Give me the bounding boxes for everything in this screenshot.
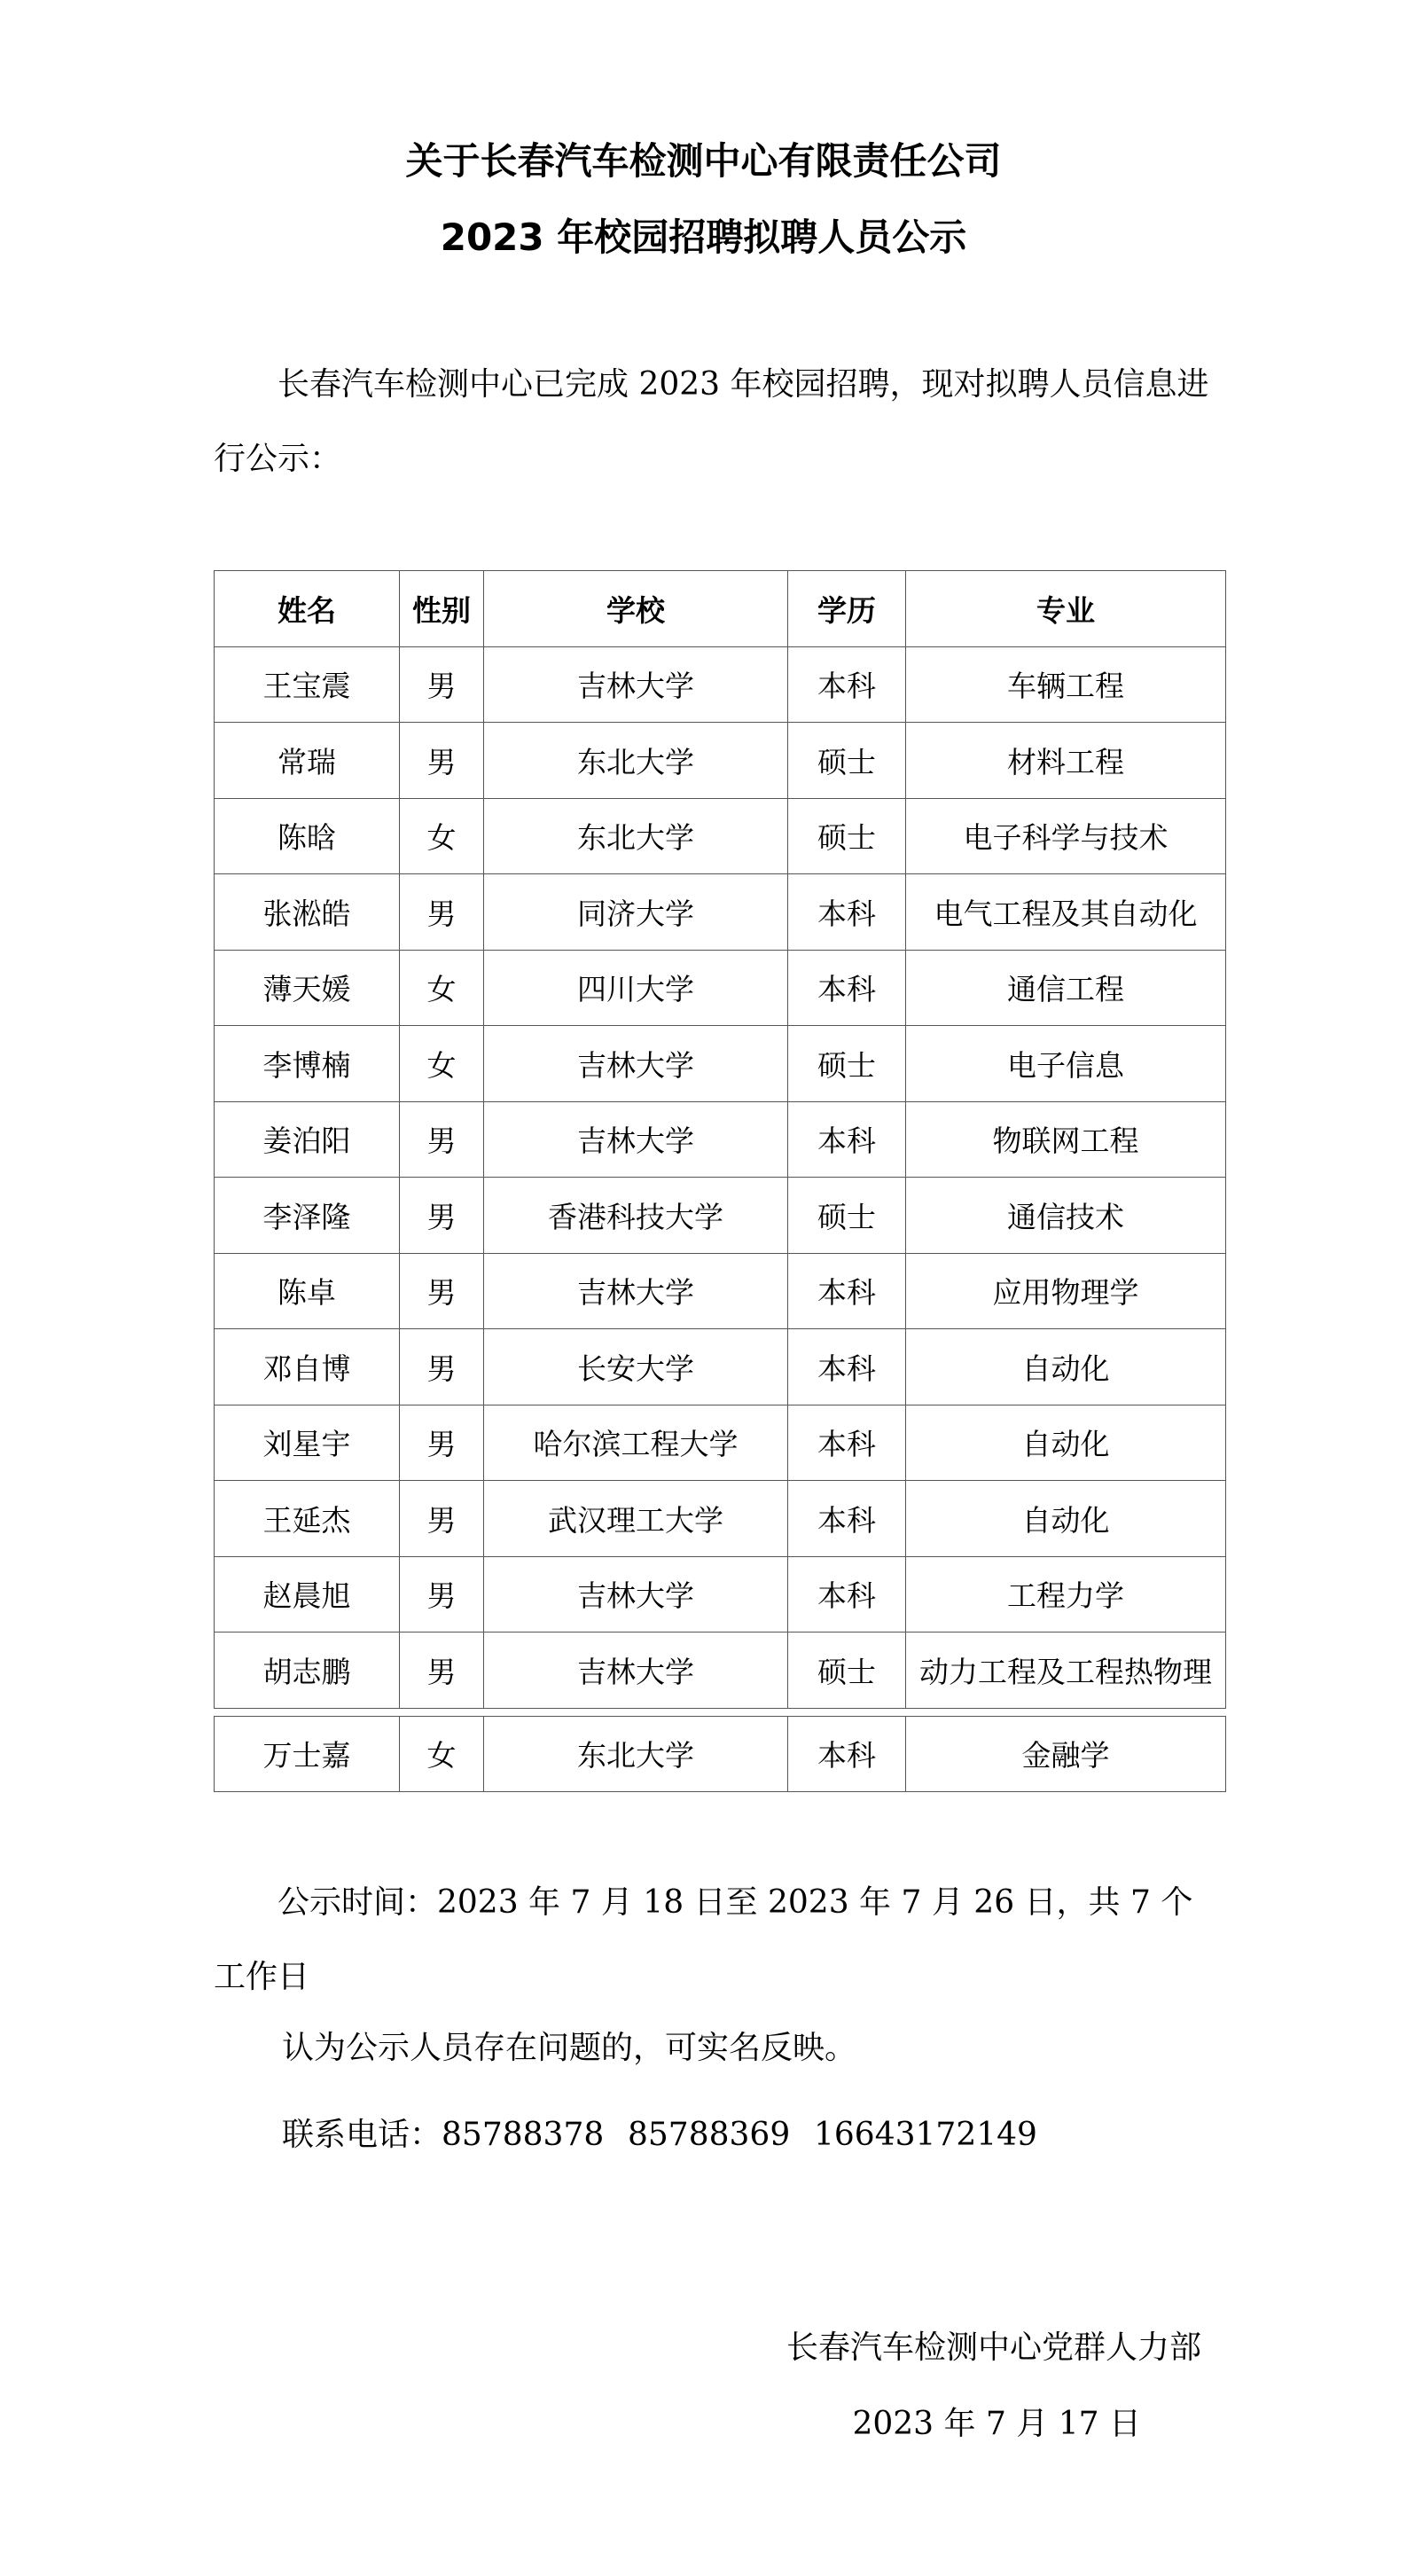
title-line-1: 关于长春汽车检测中心有限责任公司: [405, 139, 1002, 183]
table-row: [215, 798, 1226, 874]
cell-major: 自动化: [906, 1481, 1226, 1557]
cell-major: 工程力学: [906, 1556, 1226, 1633]
cell-degree: 硕士: [788, 798, 906, 874]
cell-degree: 本科: [788, 1716, 906, 1792]
header-degree: 学历: [788, 571, 906, 647]
cell-school: 吉林大学: [484, 1026, 788, 1102]
cell-school: 哈尔滨工程大学: [484, 1405, 788, 1481]
cell-school: 吉林大学: [484, 1253, 788, 1329]
cell-name: 薄天媛: [215, 950, 400, 1026]
cell-major: 金融学: [906, 1716, 1226, 1792]
cell-name: 万士嘉: [215, 1716, 400, 1792]
cell-name: 李泽隆: [215, 1178, 400, 1254]
cell-gender: 男: [400, 723, 484, 799]
header-school: 学校: [484, 571, 788, 647]
cell-major: 物联网工程: [906, 1101, 1226, 1178]
cell-major: 通信技术: [906, 1178, 1226, 1254]
cell-name: 陈卓: [215, 1253, 400, 1329]
cell-school: 吉林大学: [484, 1101, 788, 1178]
cell-name: 胡志鹏: [215, 1633, 400, 1709]
cell-gender: 女: [400, 1716, 484, 1792]
cell-name: 张淞皓: [215, 874, 400, 951]
contact-phone-2: 85788369: [628, 2117, 791, 2153]
cell-degree: 本科: [788, 1253, 906, 1329]
cell-gender: 男: [400, 646, 484, 723]
signature-org: 长春汽车检测中心党群人力部: [786, 2329, 1201, 2366]
table-row: [215, 1329, 1226, 1405]
cell-name: 陈晗: [215, 798, 400, 874]
candidates-table-last-row: [214, 1716, 1226, 1793]
cell-school: 香港科技大学: [484, 1178, 788, 1254]
cell-degree: 本科: [788, 1556, 906, 1633]
cell-school: 东北大学: [484, 798, 788, 874]
cell-name: 刘星宇: [215, 1405, 400, 1481]
cell-gender: 女: [400, 1026, 484, 1102]
cell-name: 王宝震: [215, 646, 400, 723]
candidates-table-wrapper: [214, 570, 1225, 1792]
cell-gender: 男: [400, 1101, 484, 1178]
cell-gender: 男: [400, 1329, 484, 1405]
cell-school: 四川大学: [484, 950, 788, 1026]
table-body: [215, 646, 1226, 1708]
table-row: [215, 950, 1226, 1026]
cell-school: 吉林大学: [484, 1633, 788, 1709]
table-row: [215, 1405, 1226, 1481]
table-row: [215, 1556, 1226, 1633]
cell-degree: 硕士: [788, 1633, 906, 1709]
cell-degree: 本科: [788, 1405, 906, 1481]
cell-major: 电子信息: [906, 1026, 1226, 1102]
cell-degree: 本科: [788, 1329, 906, 1405]
cell-major: 通信工程: [906, 950, 1226, 1026]
objection-note: 认为公示人员存在问题的，可实名反映。: [282, 2030, 857, 2066]
cell-name: 赵晨旭: [215, 1556, 400, 1633]
cell-gender: 男: [400, 874, 484, 951]
table-row: [215, 1481, 1226, 1557]
cell-name: 李博楠: [215, 1026, 400, 1102]
publication-time: 公示时间：2023 年 7 月 18 日至 2023 年 7 月 26 日，共 7 个工作日: [214, 1884, 1193, 1995]
signature-date: 2023 年 7 月 17 日: [852, 2406, 1141, 2442]
cell-degree: 本科: [788, 950, 906, 1026]
cell-major: 材料工程: [906, 723, 1226, 799]
cell-major: 自动化: [906, 1329, 1226, 1405]
cell-school: 吉林大学: [484, 646, 788, 723]
cell-gender: 男: [400, 1253, 484, 1329]
cell-degree: 本科: [788, 1481, 906, 1557]
cell-major: 自动化: [906, 1405, 1226, 1481]
cell-degree: 硕士: [788, 1026, 906, 1102]
contact-line: [282, 2117, 1037, 2153]
cell-school: 同济大学: [484, 874, 788, 951]
cell-major: 应用物理学: [906, 1253, 1226, 1329]
table-header-row: [215, 571, 1226, 647]
title-line-2: 2023 年校园招聘拟聘人员公示: [440, 215, 967, 259]
candidates-table: [214, 570, 1226, 1709]
cell-school: 东北大学: [484, 1716, 788, 1792]
intro-paragraph: 长春汽车检测中心已完成 2023 年校园招聘，现对拟聘人员信息进行公示：: [214, 366, 1209, 477]
header-gender: 性别: [400, 571, 484, 647]
cell-major: 电子科学与技术: [906, 798, 1226, 874]
cell-major: 动力工程及工程热物理: [906, 1633, 1226, 1709]
table-row: [215, 646, 1226, 723]
header-name: 姓名: [215, 571, 400, 647]
contact-phone-1: 85788378: [442, 2117, 605, 2153]
table-row: [215, 874, 1226, 951]
cell-gender: 男: [400, 1481, 484, 1557]
cell-gender: 男: [400, 1556, 484, 1633]
cell-major: 电气工程及其自动化: [906, 874, 1226, 951]
table-row: [215, 1026, 1226, 1102]
cell-school: 东北大学: [484, 723, 788, 799]
contact-phone-3: 16643172149: [814, 2117, 1037, 2153]
cell-school: 武汉理工大学: [484, 1481, 788, 1557]
table-row: [215, 1253, 1226, 1329]
cell-name: 姜泊阳: [215, 1101, 400, 1178]
table-row: [215, 1178, 1226, 1254]
cell-name: 王延杰: [215, 1481, 400, 1557]
cell-gender: 女: [400, 950, 484, 1026]
cell-degree: 硕士: [788, 723, 906, 799]
contact-label: 联系电话：: [282, 2117, 442, 2153]
cell-gender: 男: [400, 1405, 484, 1481]
cell-degree: 本科: [788, 1101, 906, 1178]
cell-degree: 本科: [788, 874, 906, 951]
cell-name: 常瑞: [215, 723, 400, 799]
table-row: [215, 1716, 1226, 1792]
cell-gender: 男: [400, 1633, 484, 1709]
cell-school: 长安大学: [484, 1329, 788, 1405]
cell-gender: 女: [400, 798, 484, 874]
table-row: [215, 723, 1226, 799]
cell-school: 吉林大学: [484, 1556, 788, 1633]
cell-gender: 男: [400, 1178, 484, 1254]
table-row: [215, 1101, 1226, 1178]
cell-degree: 本科: [788, 646, 906, 723]
cell-major: 车辆工程: [906, 646, 1226, 723]
table-row: [215, 1633, 1226, 1709]
header-major: 专业: [906, 571, 1226, 647]
cell-name: 邓自博: [215, 1329, 400, 1405]
cell-degree: 硕士: [788, 1178, 906, 1254]
